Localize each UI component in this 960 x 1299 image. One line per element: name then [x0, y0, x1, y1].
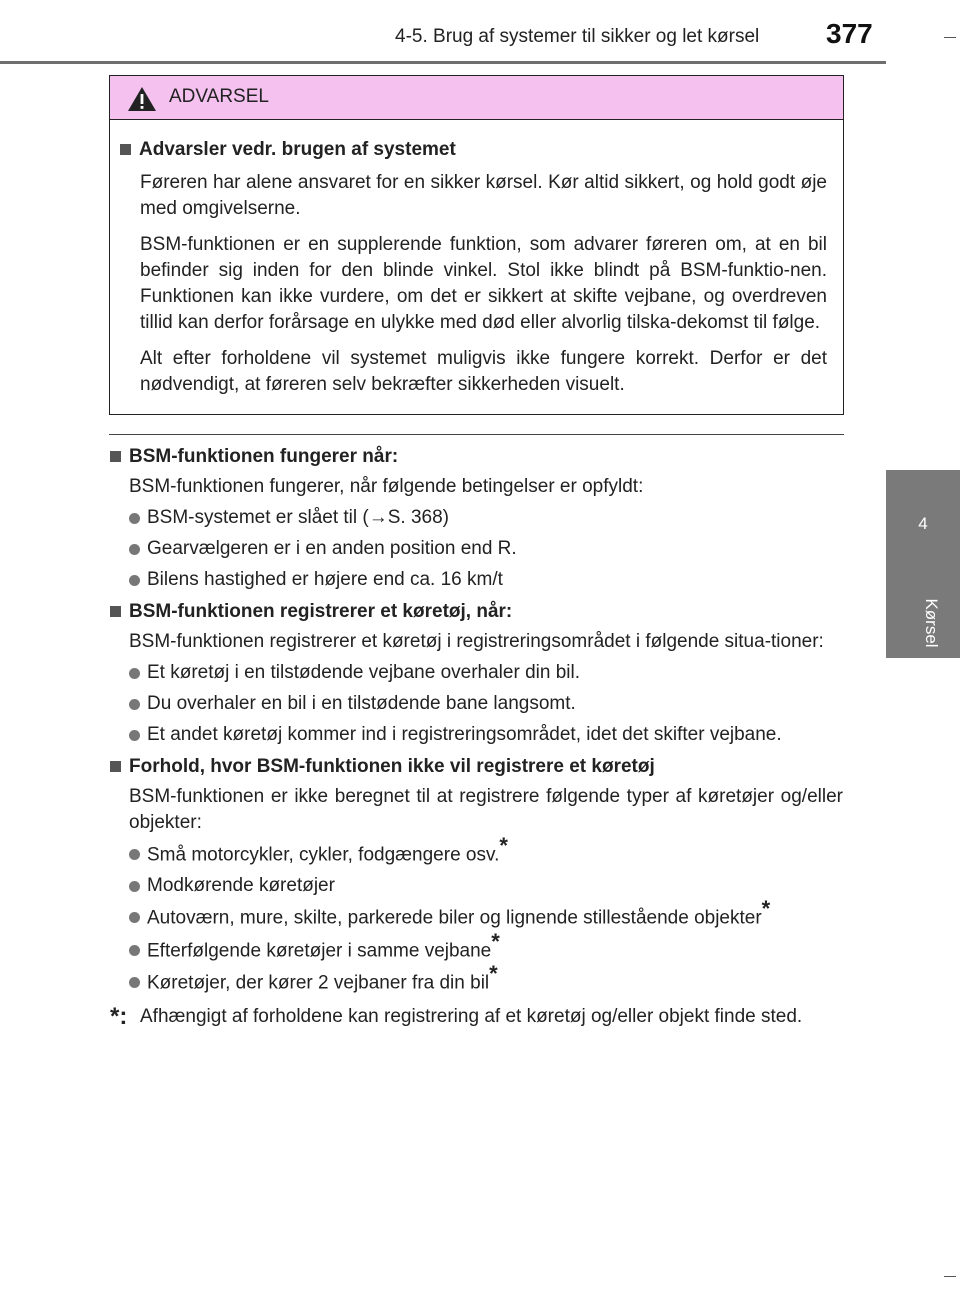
- list-item: [129, 691, 843, 717]
- section-heading-text: BSM-funktionen fungerer når:: [129, 446, 399, 467]
- footnote-mark: *:: [110, 1003, 128, 1031]
- square-bullet-icon: [110, 606, 121, 617]
- bullet-dot-icon: [129, 513, 140, 524]
- warning-heading-text: Advarsler vedr. brugen af systemet: [139, 139, 456, 160]
- warning-title: ADVARSEL: [169, 86, 269, 107]
- bullet-dot-icon: [129, 881, 140, 892]
- footnote-text: Afhængigt af forholdene kan registrering af et køretøj og/eller objekt finde sted.: [140, 1006, 803, 1028]
- crop-mark: [944, 37, 956, 38]
- bullet-dot-icon: [129, 575, 140, 586]
- bullet-dot-icon: [129, 912, 140, 923]
- chapter-number: 4: [918, 514, 928, 533]
- main-content: [110, 443, 843, 1030]
- list-item-text: Gearvælgeren er i en anden position end R.: [147, 538, 517, 559]
- section-intro: BSM-funktionen fungerer, når følgende betingelser er opfyldt:: [129, 476, 644, 497]
- list-item: [129, 833, 843, 868]
- bullet-dot-icon: [129, 668, 140, 679]
- bullet-dot-icon: [129, 945, 140, 956]
- square-bullet-icon: [110, 451, 121, 462]
- list-item: [129, 928, 843, 964]
- chapter-label: Kørsel: [922, 598, 941, 648]
- list-item: [129, 722, 843, 748]
- warning-paragraph: BSM-funktionen er en supplerende funktion, som advarer føreren om, at en bil befinder sig inden for den blinde vinkel. Stol ikke blindt på BSM-funktio-nen. Funktionen kan ikke vurdere, om det er sikkert at skifte vejbane, og overdreven tillid kan derfor forårsage en ulykke med død eller alvorlig tilska-dekomst til følge.: [140, 234, 827, 333]
- list-item-text: Bilens hastighed er højere end ca. 16 km/t: [147, 569, 503, 590]
- list-item-text: Autoværn, mure, skilte, parkerede biler og lignende stillestående objekter: [147, 907, 762, 929]
- bullet-dot-icon: [129, 977, 140, 988]
- section-heading: [110, 753, 843, 781]
- square-bullet-icon: [110, 761, 121, 772]
- section-heading-text: Forhold, hvor BSM-funktionen ikke vil registrere et køretøj: [129, 756, 655, 777]
- section-heading-text: BSM-funktionen registrerer et køretøj, når:: [129, 601, 513, 622]
- list-item: [129, 505, 843, 531]
- footnote-marker: *: [491, 928, 500, 954]
- warning-body: [110, 120, 843, 398]
- square-bullet-icon: [120, 144, 131, 155]
- list-item-text: Du overhaler en bil i en tilstødende bane langsomt.: [147, 693, 576, 714]
- chapter-tab[interactable]: [886, 470, 960, 550]
- list-item-text: Små motorcykler, cykler, fodgængere osv.: [147, 844, 500, 866]
- list-item: [129, 896, 843, 931]
- section-intro: BSM-funktionen registrerer et køretøj i registreringsområdet i følgende situa-tioner:: [129, 631, 824, 652]
- section-heading: [110, 443, 843, 471]
- header-rule: [0, 61, 886, 64]
- footnote-marker: *: [489, 960, 498, 986]
- section-divider: [109, 434, 844, 435]
- list-item: [129, 960, 843, 996]
- warning-box: [109, 75, 844, 415]
- warning-header: [110, 76, 843, 120]
- list-item-text: Et køretøj i en tilstødende vejbane overhaler din bil.: [147, 662, 580, 683]
- list-item: [129, 660, 843, 686]
- section-intro: BSM-funktionen er ikke beregnet til at registrere følgende typer af køretøjer og/eller objekter:: [129, 786, 843, 833]
- warning-section-heading: [120, 136, 827, 164]
- bullet-dot-icon: [129, 849, 140, 860]
- list-item: [129, 567, 843, 593]
- footnote: [110, 1004, 843, 1030]
- warning-triangle-icon: [127, 86, 157, 112]
- bullet-dot-icon: [129, 699, 140, 710]
- list-item: [129, 873, 843, 899]
- warning-paragraph: Alt efter forholdene vil systemet muligvis ikke fungere korrekt. Derfor er det nødvendigt, at føreren selv bekræfter sikkerheden visuelt.: [140, 348, 827, 395]
- list-item-text: Modkørende køretøjer: [147, 875, 335, 897]
- list-item-text: Køretøjer, der kører 2 vejbaner fra din bil: [147, 972, 490, 994]
- list-item-text: Efterfølgende køretøjer i samme vejbane: [147, 939, 492, 961]
- chapter-title: 4-5. Brug af systemer til sikker og let kørsel: [395, 26, 760, 47]
- footnote-marker: *: [761, 896, 771, 922]
- bullet-dot-icon: [129, 730, 140, 741]
- page-number: 377: [826, 18, 873, 49]
- list-item: [129, 536, 843, 562]
- list-item-text: BSM-systemet er slået til (→S. 368): [147, 507, 449, 528]
- list-item-text: Et andet køretøj kommer ind i registreringsområdet, idet det skifter vejbane.: [147, 724, 782, 745]
- section-heading: [110, 598, 843, 626]
- bullet-dot-icon: [129, 544, 140, 555]
- warning-paragraph: Føreren har alene ansvaret for en sikker kørsel. Kør altid sikkert, og hold godt øje med omgivelserne.: [140, 172, 827, 219]
- crop-mark: [944, 1276, 956, 1277]
- footnote-marker: *: [499, 833, 508, 858]
